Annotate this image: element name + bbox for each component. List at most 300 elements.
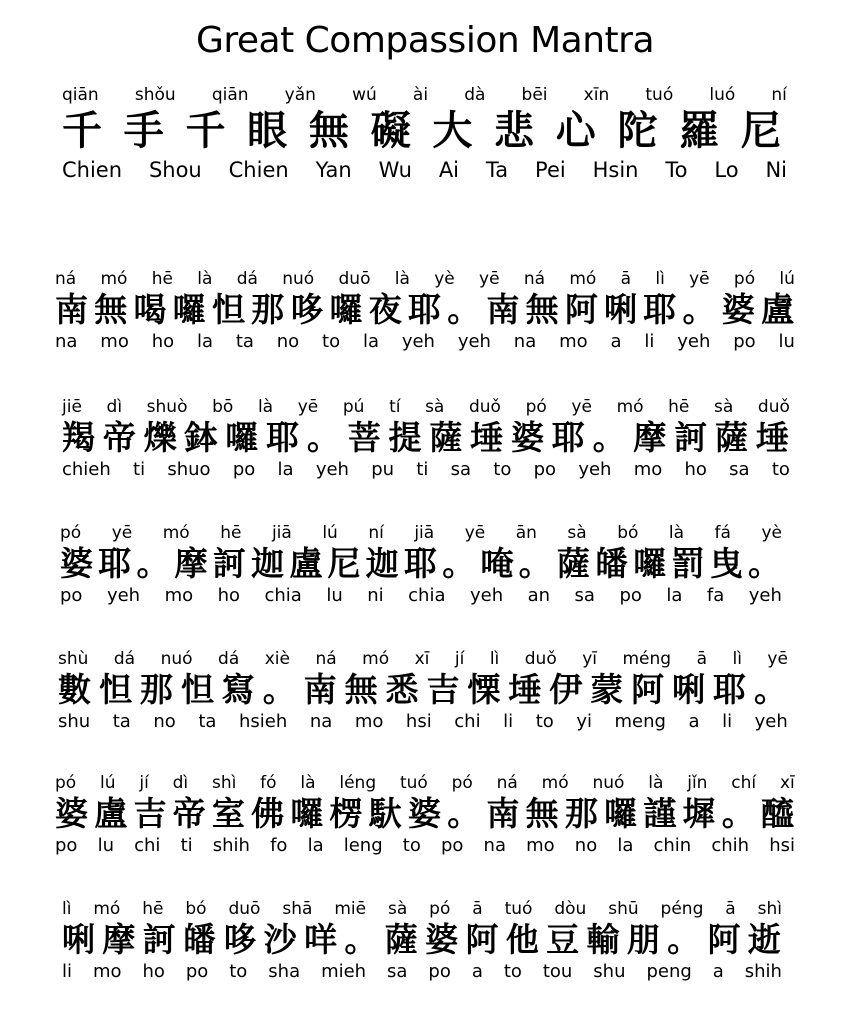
pinyin-syllable: bó	[185, 899, 207, 919]
hanzi-character: 阿	[707, 920, 742, 959]
hanzi-character: 婆	[407, 794, 442, 833]
romanized-syllable: Pei	[535, 158, 566, 182]
romanized-syllable: yeh	[457, 331, 491, 352]
pinyin-syllable: sà	[714, 397, 734, 417]
pinyin-syllable: duǒ	[468, 397, 501, 417]
hanzi-character: 摩	[102, 920, 137, 959]
pinyin-syllable: xī	[414, 649, 430, 669]
full-stop-mark: 。	[721, 794, 756, 833]
romanized-syllable: ta	[235, 331, 254, 352]
romanized-syllable: la	[307, 835, 324, 856]
pinyin-syllable: shì	[211, 773, 237, 793]
romanized-syllable: la	[277, 459, 294, 480]
hanzi-character: 囉	[604, 794, 639, 833]
romanized-syllable: ho	[217, 585, 241, 606]
pinyin-syllable: dá	[218, 649, 240, 669]
verse-pinyin-row	[55, 772, 795, 794]
verse-hanzi-row	[58, 670, 788, 710]
verse-pinyin-row	[60, 522, 782, 544]
pinyin-syllable: là	[648, 773, 664, 793]
romanized-syllable: la	[617, 835, 634, 856]
pinyin-syllable: nuó	[282, 269, 315, 289]
hanzi-character: 耶	[713, 670, 747, 709]
pinyin-syllable: là	[300, 773, 316, 793]
verse-1	[55, 268, 795, 354]
romanized-syllable: Hsin	[592, 158, 639, 182]
pinyin-syllable: dì	[106, 397, 123, 417]
romanized-syllable: peng	[646, 961, 692, 982]
hanzi-character: 眼	[247, 108, 294, 154]
romanized-syllable: pu	[371, 459, 395, 480]
pinyin-syllable: jí	[139, 773, 149, 793]
hanzi-character: 爍	[143, 418, 178, 457]
hanzi-character: 數	[58, 670, 92, 709]
romanized-syllable: na	[55, 331, 78, 352]
pinyin-syllable: bō	[212, 397, 234, 417]
romanized-syllable: to	[229, 961, 248, 982]
hanzi-character: 囉	[329, 290, 364, 329]
hanzi-character: 羯	[62, 418, 96, 457]
romanized-syllable: na	[309, 711, 333, 732]
pinyin-syllable: là	[394, 269, 410, 289]
hanzi-character: 寫	[221, 670, 256, 709]
hanzi-character: 南	[55, 290, 89, 329]
romanized-syllable: lu	[326, 585, 343, 606]
romanized-syllable: fo	[270, 835, 288, 856]
romanized-syllable: to	[535, 711, 554, 732]
pinyin-syllable: lú	[100, 773, 116, 793]
hanzi-character: 無	[94, 290, 129, 329]
romanized-syllable: ta	[198, 711, 217, 732]
pinyin-syllable: pó	[429, 899, 451, 919]
pinyin-syllable: léng	[339, 773, 377, 793]
pinyin-syllable: xiè	[264, 649, 290, 669]
romanized-syllable: po	[185, 961, 209, 982]
pinyin-syllable: fá	[714, 523, 731, 543]
mantra-header	[62, 84, 787, 184]
hanzi-character: 輸	[586, 920, 621, 959]
hanzi-character: 室	[211, 794, 246, 833]
pinyin-syllable: ná	[315, 649, 337, 669]
full-stop-mark: 。	[344, 920, 379, 959]
full-stop-mark: 。	[442, 544, 477, 583]
hanzi-character: 菩	[347, 418, 382, 457]
romanized-syllable: ho	[142, 961, 165, 982]
hanzi-character: 埵	[508, 670, 543, 709]
pinyin-syllable: sà	[425, 397, 445, 417]
hanzi-character: 摩	[633, 418, 668, 457]
verse-pinyin-row	[58, 648, 788, 670]
romanized-syllable: yeh	[748, 585, 782, 606]
hanzi-character: 悲	[494, 108, 541, 154]
full-stop-mark: 。	[682, 290, 717, 329]
verse-3	[60, 522, 782, 608]
hanzi-character: 大	[432, 108, 479, 154]
pinyin-syllable: ān	[515, 523, 537, 543]
pinyin-syllable: yē	[767, 649, 788, 669]
hanzi-character: 囉	[172, 290, 207, 329]
pinyin-syllable: jiā	[271, 523, 292, 543]
hanzi-character: 曳	[709, 544, 744, 583]
page-title: Great Compassion Mantra	[195, 20, 655, 61]
romanized-syllable: na	[513, 331, 537, 352]
hanzi-character: 摩	[174, 544, 209, 583]
romanized-syllable: hsi	[769, 835, 795, 856]
romanized-syllable: la	[666, 585, 683, 606]
hanzi-character: 陀	[617, 108, 664, 154]
pinyin-syllable: yè	[761, 523, 782, 543]
verse-hanzi-row	[62, 418, 790, 458]
romanized-syllable: To	[665, 158, 688, 182]
romanized-syllable: shu	[58, 711, 91, 732]
pinyin-syllable: ā	[696, 649, 707, 669]
hanzi-character: 罰	[671, 544, 706, 583]
hanzi-character: 阿	[564, 290, 599, 329]
romanized-syllable: sa	[387, 961, 408, 982]
hanzi-character: 婆	[60, 544, 94, 583]
hanzi-character: 尼	[327, 544, 362, 583]
romanized-syllable: Ai	[438, 158, 460, 182]
romanized-syllable: a	[712, 961, 724, 982]
hanzi-character: 婆	[55, 794, 89, 833]
full-stop-mark: 。	[136, 544, 171, 583]
pinyin-syllable: ná	[55, 269, 77, 289]
pinyin-syllable: mó	[93, 899, 121, 919]
pinyin-syllable: méng	[622, 649, 672, 669]
hanzi-character: 囉	[290, 794, 325, 833]
pinyin-syllable: yē	[464, 523, 486, 543]
romanized-syllable: mieh	[321, 961, 367, 982]
pinyin-syllable: hē	[668, 397, 690, 417]
pinyin-syllable: ní	[368, 523, 384, 543]
romanized-syllable: to	[322, 331, 341, 352]
verse-roman-row	[62, 960, 782, 984]
romanized-syllable: hsieh	[239, 711, 288, 732]
romanized-syllable: Yan	[315, 158, 352, 182]
romanized-syllable: la	[362, 331, 379, 352]
verse-roman-row	[62, 458, 790, 482]
hanzi-character: 心	[555, 108, 602, 154]
hanzi-character: 鉢	[184, 418, 219, 457]
pinyin-syllable: lì	[489, 649, 500, 669]
hanzi-character: 他	[505, 920, 540, 959]
romanized-syllable: po	[533, 459, 557, 480]
pinyin-syllable: fó	[260, 773, 277, 793]
pinyin-syllable: tuó	[399, 773, 428, 793]
romanized-syllable: mo	[164, 585, 194, 606]
romanized-syllable: tou	[542, 961, 573, 982]
hanzi-character: 馱	[368, 794, 403, 833]
pinyin-syllable: shù	[58, 649, 89, 669]
pinyin-syllable: yē	[689, 269, 710, 289]
hanzi-character: 埵	[755, 418, 790, 457]
hanzi-character: 迦	[251, 544, 286, 583]
romanized-syllable: ti	[416, 459, 429, 480]
romanized-syllable: Ta	[485, 158, 509, 182]
header-pinyin-row	[62, 84, 787, 106]
pinyin-syllable: duō	[228, 899, 261, 919]
hanzi-character: 薩	[715, 418, 749, 457]
hanzi-character: 那	[251, 290, 286, 329]
full-stop-mark: 。	[592, 418, 627, 457]
pinyin-syllable: ā	[620, 269, 632, 289]
pinyin-syllable: qiān	[211, 85, 249, 105]
romanized-syllable: Shou	[148, 158, 202, 182]
hanzi-character: 謹	[643, 794, 678, 833]
pinyin-syllable: chí	[731, 773, 757, 793]
pinyin-syllable: pó	[60, 523, 82, 543]
pinyin-syllable: lì	[62, 899, 72, 919]
romanized-syllable: chi	[134, 835, 161, 856]
romanized-syllable: ho	[151, 331, 175, 352]
pinyin-syllable: yē	[111, 523, 133, 543]
hanzi-character: 婆	[510, 418, 545, 457]
romanized-syllable: to	[493, 459, 512, 480]
pinyin-syllable: ná	[496, 773, 518, 793]
pinyin-syllable: tuó	[504, 899, 533, 919]
romanized-syllable: mo	[354, 711, 384, 732]
hanzi-character: 皤	[183, 920, 218, 959]
hanzi-character: 盧	[94, 794, 129, 833]
pinyin-syllable: nuó	[592, 773, 625, 793]
romanized-syllable: ti	[180, 835, 193, 856]
pinyin-syllable: là	[668, 523, 685, 543]
romanized-syllable: a	[610, 331, 622, 352]
pinyin-syllable: shū	[608, 899, 639, 919]
hanzi-character: 伊	[549, 670, 584, 709]
hanzi-character: 婆	[721, 290, 756, 329]
hanzi-character: 訶	[674, 418, 709, 457]
hanzi-character: 唎	[672, 670, 707, 709]
hanzi-character: 無	[308, 108, 355, 154]
full-stop-mark: 。	[447, 290, 482, 329]
romanized-syllable: fa	[706, 585, 725, 606]
pinyin-syllable: ā	[472, 899, 483, 919]
pinyin-syllable: xī	[779, 773, 795, 793]
romanized-syllable: ta	[112, 711, 131, 732]
pinyin-syllable: péng	[660, 899, 704, 919]
romanized-syllable: ni	[367, 585, 384, 606]
romanized-syllable: ti	[133, 459, 146, 480]
pinyin-syllable: yē	[297, 397, 319, 417]
verse-hanzi-row	[60, 544, 782, 584]
pinyin-syllable: hē	[151, 269, 173, 289]
pinyin-syllable: duǒ	[524, 649, 557, 669]
hanzi-character: 耶	[98, 544, 133, 583]
verse-pinyin-row	[62, 898, 782, 920]
romanized-syllable: to	[771, 459, 790, 480]
romanized-syllable: to	[402, 835, 421, 856]
hanzi-character: 吉	[426, 670, 461, 709]
romanized-syllable: yeh	[315, 459, 349, 480]
romanized-syllable: a	[688, 711, 700, 732]
romanized-syllable: Wu	[378, 158, 412, 182]
hanzi-character: 南	[486, 794, 521, 833]
verse-4	[58, 648, 788, 734]
pinyin-syllable: tuó	[645, 85, 674, 105]
verse-hanzi-row	[62, 920, 782, 960]
hanzi-character: 哆	[290, 290, 325, 329]
pinyin-syllable: jiā	[414, 523, 435, 543]
hanzi-character: 千	[62, 108, 108, 154]
hanzi-character: 阿	[465, 920, 500, 959]
pinyin-syllable: pó	[451, 773, 473, 793]
full-stop-mark: 。	[753, 670, 788, 709]
verse-roman-row	[60, 584, 782, 608]
hanzi-character: 沙	[263, 920, 298, 959]
hanzi-character: 尼	[740, 108, 787, 154]
pinyin-syllable: shǒu	[134, 85, 176, 105]
verse-roman-row	[55, 330, 795, 354]
romanized-syllable: yi	[576, 711, 592, 732]
pinyin-syllable: mó	[616, 397, 644, 417]
pinyin-syllable: ā	[725, 899, 736, 919]
hanzi-character: 唵	[480, 544, 515, 583]
verse-pinyin-row	[62, 396, 790, 418]
hanzi-character: 楞	[329, 794, 364, 833]
romanized-syllable: Chien	[62, 158, 123, 182]
pinyin-syllable: shì	[757, 899, 782, 919]
hanzi-character: 耶	[551, 418, 586, 457]
hanzi-character: 薩	[384, 920, 419, 959]
romanized-syllable: mo	[100, 331, 129, 352]
pinyin-syllable: yē	[479, 269, 500, 289]
verse-5	[55, 772, 795, 858]
hanzi-character: 逝	[747, 920, 782, 959]
verse-roman-row	[58, 710, 788, 734]
pinyin-syllable: lú	[779, 269, 795, 289]
hanzi-character: 無	[525, 794, 560, 833]
romanized-syllable: chieh	[62, 459, 111, 480]
pinyin-syllable: mó	[569, 269, 597, 289]
pinyin-syllable: hē	[142, 899, 164, 919]
pinyin-syllable: jǐn	[687, 773, 708, 793]
romanized-syllable: sa	[450, 459, 472, 480]
verse-2	[62, 396, 790, 482]
hanzi-character: 南	[303, 670, 338, 709]
hanzi-character: 無	[344, 670, 379, 709]
hanzi-character: 阿	[631, 670, 666, 709]
hanzi-character: 婆	[425, 920, 460, 959]
verse-roman-row	[55, 834, 795, 858]
hanzi-character: 耶	[407, 290, 442, 329]
romanized-syllable: po	[55, 835, 78, 856]
romanized-syllable: po	[733, 331, 756, 352]
pinyin-syllable: sà	[567, 523, 587, 543]
romanized-syllable: li	[503, 711, 514, 732]
romanized-syllable: ho	[684, 459, 707, 480]
hanzi-character: 帝	[102, 418, 137, 457]
romanized-syllable: shu	[593, 961, 626, 982]
hanzi-character: 那	[564, 794, 599, 833]
pinyin-syllable: yē	[571, 397, 592, 417]
pinyin-syllable: yī	[582, 649, 598, 669]
verse-6	[62, 898, 782, 984]
hanzi-character: 盧	[289, 544, 324, 583]
romanized-syllable: leng	[343, 835, 383, 856]
romanized-syllable: yeh	[106, 585, 141, 606]
pinyin-syllable: miē	[334, 899, 367, 919]
hanzi-character: 耶	[643, 290, 678, 329]
pinyin-syllable: nuó	[160, 649, 193, 669]
hanzi-character: 埵	[470, 418, 505, 457]
romanized-syllable: sha	[268, 961, 301, 982]
pinyin-syllable: hē	[220, 523, 242, 543]
pinyin-syllable: jí	[454, 649, 465, 669]
pinyin-syllable: bó	[617, 523, 639, 543]
hanzi-character: 薩	[429, 418, 464, 457]
pinyin-syllable: xīn	[583, 85, 610, 105]
hanzi-character: 吉	[133, 794, 168, 833]
romanized-syllable: chi	[454, 711, 481, 732]
pinyin-syllable: bēi	[521, 85, 548, 105]
romanized-syllable: yeh	[469, 585, 504, 606]
hanzi-character: 囉	[633, 544, 668, 583]
full-stop-mark: 。	[262, 670, 297, 709]
full-stop-mark: 。	[747, 544, 782, 583]
hanzi-character: 手	[123, 108, 170, 154]
pinyin-syllable: mó	[541, 773, 569, 793]
romanized-syllable: po	[60, 585, 83, 606]
pinyin-syllable: dá	[236, 269, 258, 289]
romanized-syllable: na	[483, 835, 506, 856]
pinyin-syllable: tí	[389, 397, 401, 417]
hanzi-character: 提	[388, 418, 423, 457]
hanzi-character: 怛	[98, 670, 133, 709]
verse-hanzi-row	[55, 794, 795, 834]
pinyin-syllable: dì	[172, 773, 189, 793]
hanzi-character: 帝	[172, 794, 207, 833]
romanized-syllable: la	[196, 331, 213, 352]
hanzi-character: 羅	[679, 108, 726, 154]
pinyin-syllable: dá	[113, 649, 136, 669]
hanzi-character: 囉	[225, 418, 260, 457]
romanized-syllable: shuo	[167, 459, 211, 480]
romanized-syllable: po	[619, 585, 642, 606]
pinyin-syllable: shā	[282, 899, 313, 919]
hanzi-character: 蒙	[590, 670, 625, 709]
hanzi-character: 墀	[682, 794, 717, 833]
hanzi-character: 醯	[760, 794, 795, 833]
hanzi-character: 喝	[133, 290, 168, 329]
hanzi-character: 南	[486, 290, 521, 329]
pinyin-syllable: lì	[732, 649, 742, 669]
romanized-syllable: mo	[92, 961, 122, 982]
pinyin-syllable: wú	[352, 85, 377, 105]
pinyin-syllable: sà	[387, 899, 408, 919]
pinyin-syllable: yǎn	[284, 85, 316, 105]
pinyin-syllable: ài	[412, 85, 429, 105]
hanzi-character: 咩	[304, 920, 339, 959]
romanized-syllable: chia	[264, 585, 302, 606]
hanzi-character: 豆	[546, 920, 581, 959]
romanized-syllable: po	[440, 835, 464, 856]
romanized-syllable: Lo	[714, 158, 739, 182]
pinyin-syllable: yè	[434, 269, 455, 289]
pinyin-syllable: jiē	[62, 397, 82, 417]
hanzi-character: 那	[139, 670, 174, 709]
pinyin-syllable: duō	[338, 269, 371, 289]
romanized-syllable: lu	[778, 331, 795, 352]
pinyin-syllable: pó	[55, 773, 77, 793]
pinyin-syllable: shuò	[146, 397, 188, 417]
full-stop-mark: 。	[306, 418, 341, 457]
hanzi-character: 皤	[595, 544, 630, 583]
pinyin-syllable: ní	[771, 85, 787, 105]
hanzi-character: 薩	[556, 544, 591, 583]
pinyin-syllable: là	[197, 269, 213, 289]
romanized-syllable: shih	[744, 961, 782, 982]
